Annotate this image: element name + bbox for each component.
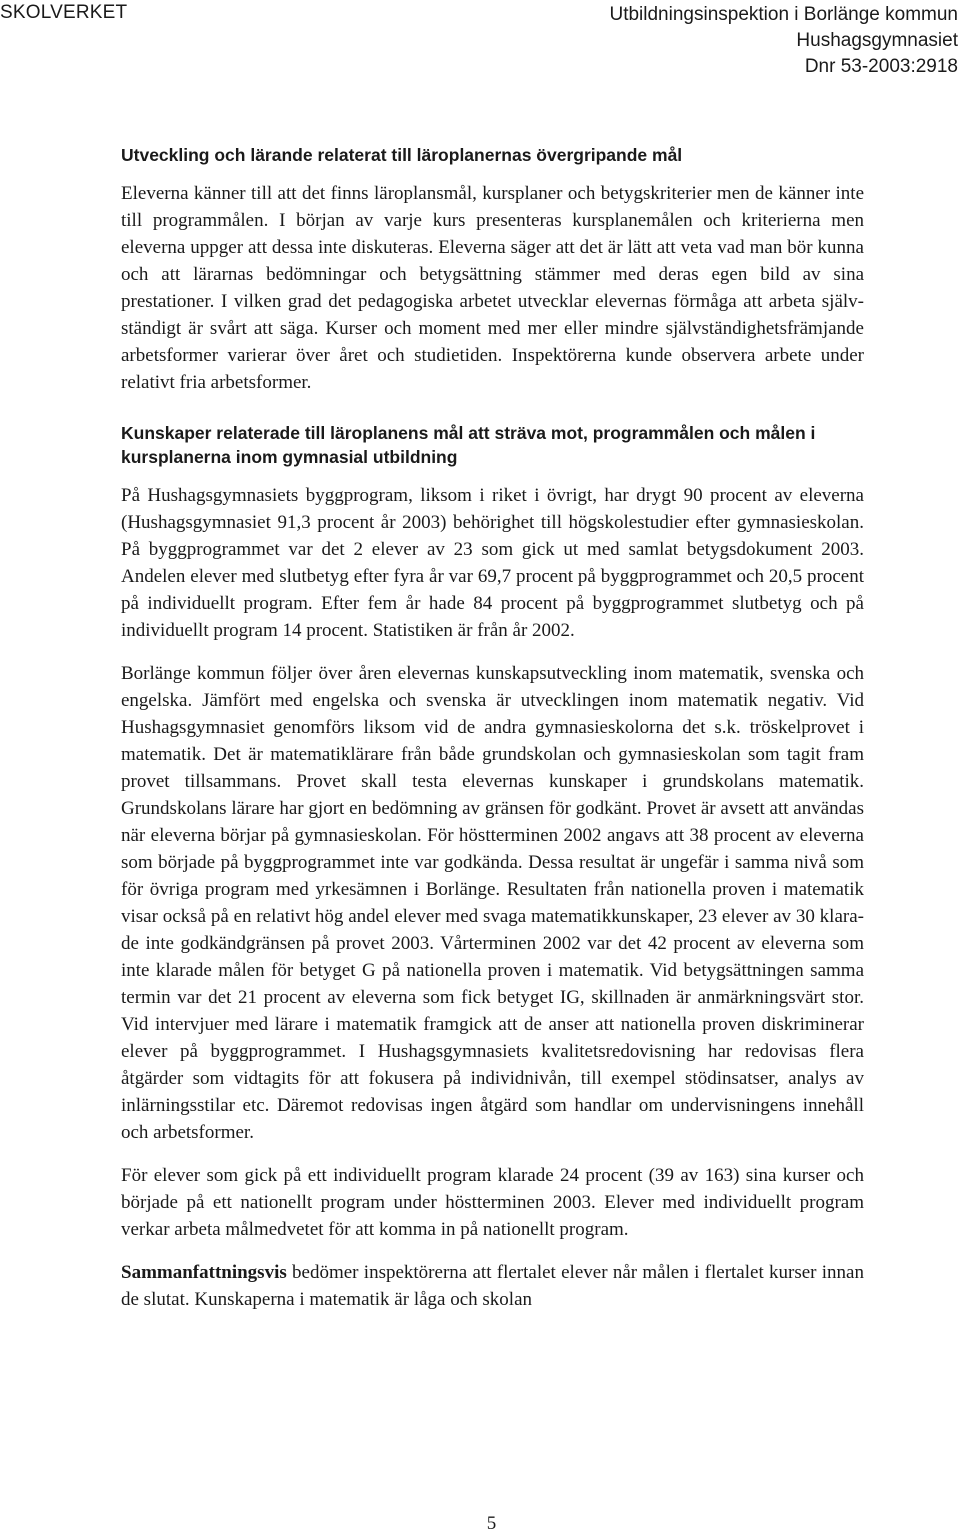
paragraph-development: Eleverna känner till att det finns läroplansmål, kursplaner och betygskriterier men de känner inte till programmålen. I början av varje kurs presenteras kursplanemålen och kriterierna men eleverna uppger att dessa inte diskuteras. Eleverna säger att det är lätt att veta vad man bör kunna och att lärarnas bedömningar och betygsättning stämmer med deras egen bild av sina prestationer. I vilken grad det pedagogiska arbetet utvecklar elevernas förmåga att arbeta självständigt är svårt att säga. Kurser och moment med mer eller mindre självständighetsfrämjande arbetsformer varierar över året och studietiden. Inspektörerna kunde observera arbete under relativt fria arbetsformer. — [121, 183, 864, 393]
summary-lead: Sammanfattningsvis — [121, 1262, 287, 1283]
reference-number: Dnr 53-2003:2918 — [804, 56, 958, 77]
document-body — [121, 143, 864, 1313]
organization-name: SKOLVERKET — [0, 2, 128, 23]
report-title: Utbildningsinspektion i Borlänge kommun — [609, 4, 958, 25]
summary-text: bedömer inspektörerna att flertalet elever når målen i flertalet kurser innan de slutat. Kunskaperna i matematik är låga och skolan — [121, 1262, 864, 1310]
school-name: Hushagsgymnasiet — [796, 30, 958, 51]
paragraph-individual-program: För elever som gick på ett individuellt program klarade 24 procent (39 av 163) sina kurser och började på ett nationellt program under höstterminen 2003. Elever med individuellt program verkar arbeta målmedvetet för att komma in på nationellt program. — [121, 1165, 864, 1240]
paragraph-summary — [121, 1259, 864, 1313]
section-heading-knowledge: Kunskaper relaterade till läroplanens mål att sträva mot, programmålen och målen i kursplanerna inom gymnasial utbildning — [121, 423, 816, 467]
document-header — [609, 2, 958, 80]
page-number: 5 — [486, 1513, 497, 1534]
paragraph-mathematics: Borlänge kommun följer över åren elevernas kunskapsutveckling inom matematik, svenska och engelska. Jämfört med engelska och svenska är utvecklingen inom matematik negativ. Vid Hushagsgymnasiet genomförs liksom vid de andra gymnasieskolorna det s.k. tröskelprovet i matematik. Det är matematiklärare från både grundskolan och gymnasieskolan som tagit fram provet tillsammans. Provet skall testa elevernas kunskaper i grundskolans matematik. Grundskolans lärare har gjort en bedömning av gränsen för godkänt. Provet är avsett att användas när eleverna börjar på gymnasieskolan. För höstterminen 2002 angavs att 38 procent av eleverna som började på byggprogrammet inte var godkända. Dessa resultat är ungefär i samma nivå som för övriga program med yrkesämnen i Borlänge. Resultaten från nationella proven i matematik visar också på en relativt hög andel elever med svaga matematikkunskaper, 23 elever av 30 klarade inte godkändgränsen på provet 2003. Vårterminen 2002 var det 42 procent av eleverna som inte klarade målen för betyget G på nationella proven i matematik. Vid betygsättningen samma termin var det 21 procent av eleverna som fick betyget IG, skillnaden är anmärkningsvärt stor. Vid intervjuer med lärare i matematik framgick att de anser att nationella proven diskriminerar elever på byggprogrammet. I Hushagsgymnasiets kvalitetsredovisning har redovisas flera åtgärder som vidtagits för att fokusera på individnivån, till exempel stödinsatser, analys av inlärningsstilar etc. Däremot redovisas ingen åtgärd som handlar om undervisningens innehåll och arbetsformer. — [121, 663, 864, 1143]
paragraph-graduation-stats: På Hushagsgymnasiets byggprogram, liksom i riket i övrigt, har drygt 90 procent av eleverna (Hushagsgymnasiet 91,3 procent år 2003) behörighet till högskolestudier efter gymnasieskolan. På byggprogrammet var det 2 elever av 23 som gick ut med samlat betygsdokument 2003. Andelen elever med slutbetyg efter fyra år var 69,7 procent på byggprogrammet och 20,5 procent på individuellt program. Efter fem år hade 84 procent på byggprogrammet slutbetyg och på individuellt program 14 procent. Statistiken är från år 2002. — [121, 485, 864, 641]
section-heading-development: Utveckling och lärande relaterat till läroplanernas övergripande mål — [121, 145, 683, 165]
